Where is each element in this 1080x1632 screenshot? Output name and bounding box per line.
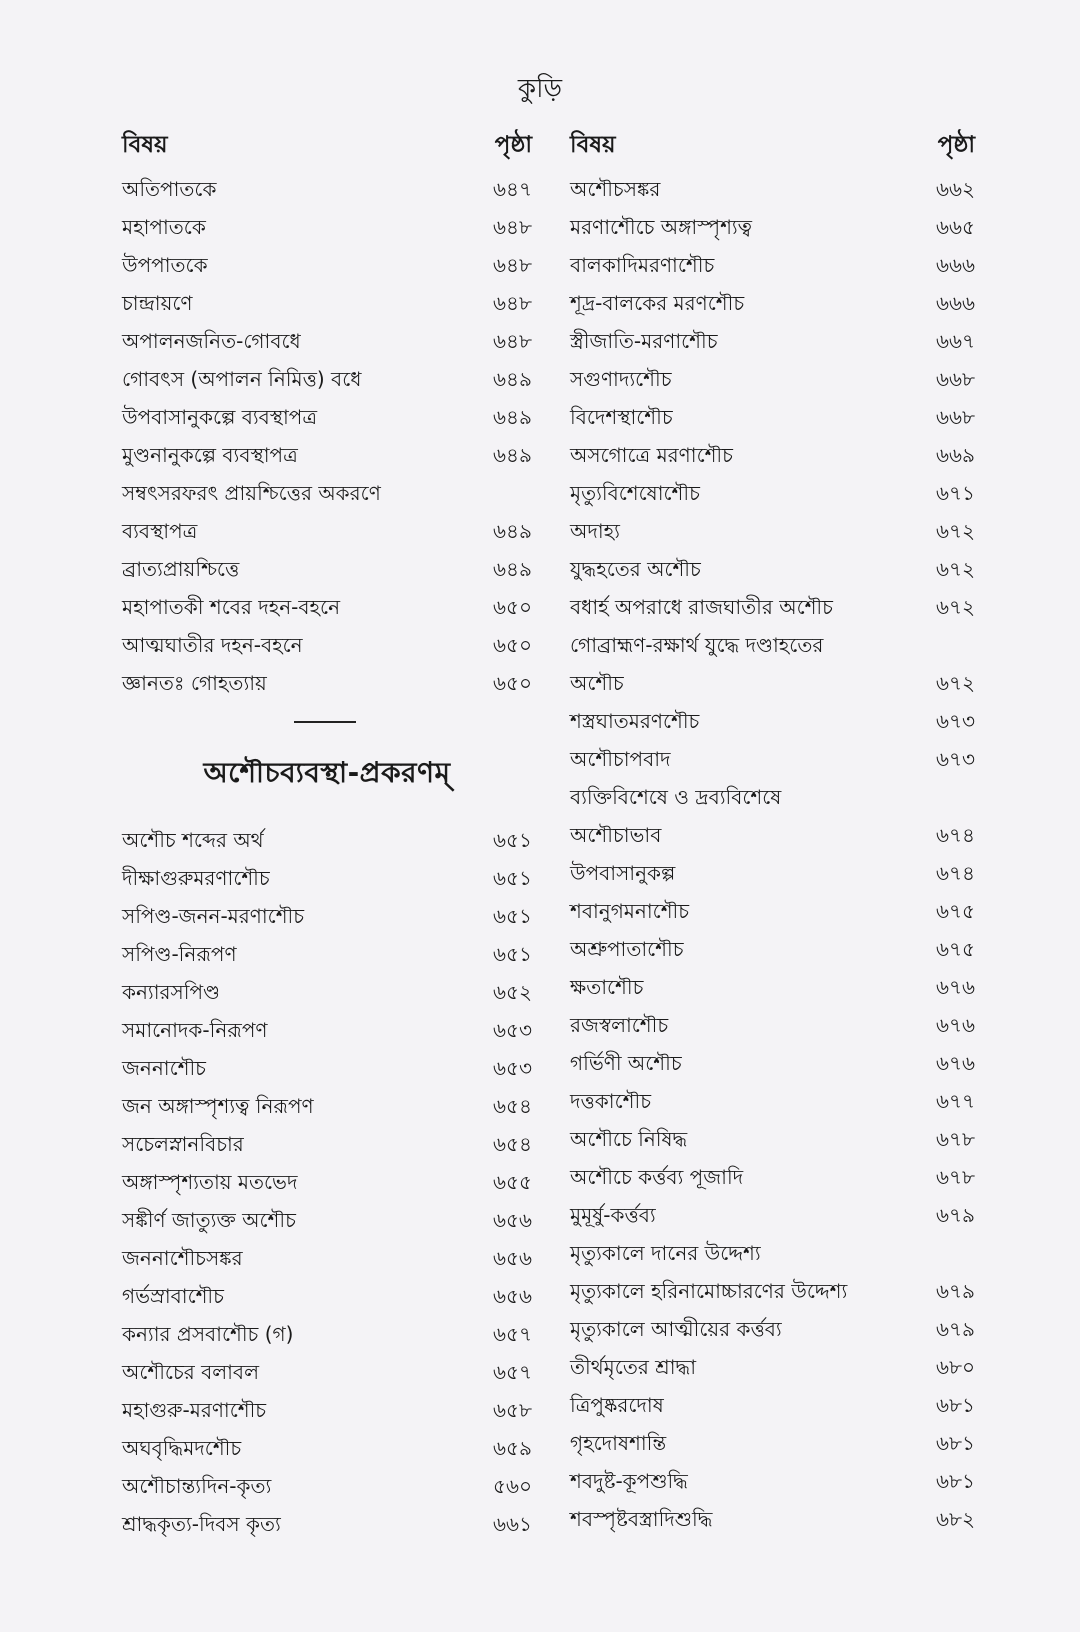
toc-entry-text: দীক্ষাগুরুমরণাশৌচ <box>122 866 270 890</box>
toc-entry <box>570 279 975 317</box>
toc-entry <box>570 1077 975 1115</box>
toc-entry-page: ৬৫৬ <box>493 1208 532 1232</box>
left-top-list <box>122 165 532 469</box>
toc-entry-page: ৬৭২ <box>935 557 975 581</box>
toc-entry-page: ৬৬৭ <box>935 329 975 353</box>
toc-entry <box>122 1158 532 1196</box>
toc-entry-text: অঙ্গাস্পৃশ্যতায় মতভেদ <box>122 1170 298 1194</box>
toc-entry-page: ৬৫১ <box>493 828 532 852</box>
toc-entry-text: গর্ভিণী অশৌচ <box>570 1051 682 1075</box>
right-c-list <box>570 849 975 1229</box>
toc-entry-page: ৬৭৫ <box>936 937 975 961</box>
toc-entry <box>122 317 532 355</box>
toc-entry-text: জ্ঞানতঃ গোহত্যায় <box>122 671 267 695</box>
toc-entry <box>122 1424 532 1462</box>
toc-entry-page: ৬৭২ <box>935 671 975 695</box>
toc-entry-page: ৬৫১ <box>493 904 532 928</box>
toc-entry-page: ৬৭৫ <box>936 899 975 923</box>
toc-entry-text: উপবাসানুকল্প <box>570 861 676 885</box>
toc-entry <box>122 1386 532 1424</box>
toc-entry-page: ৬৪৮ <box>493 291 532 315</box>
toc-entry <box>122 854 532 892</box>
toc-entry-text-line1: ব্যক্তিবিশেষে ও দ্রব্যবিশেষে <box>570 785 782 809</box>
toc-entry <box>570 507 975 545</box>
toc-entry-page: ৬৭৩ <box>935 747 975 771</box>
toc-entry <box>122 816 532 854</box>
toc-entry-text: সপিণ্ড-নিরূপণ <box>122 942 237 966</box>
toc-entry-page: ৬৮০ <box>936 1355 975 1379</box>
toc-entry <box>570 1001 975 1039</box>
toc-entry-text: শবস্পৃষ্টবস্ত্রাদিশুদ্ধি <box>570 1507 713 1531</box>
toc-entry-page: ৬৭৩ <box>935 709 975 733</box>
toc-entry <box>122 165 532 203</box>
toc-entry <box>570 1343 975 1381</box>
toc-entry <box>570 1039 975 1077</box>
toc-entry-page: ৬৭৮ <box>936 1165 975 1189</box>
toc-entry-text-line2: ব্যবস্থাপত্র <box>122 519 198 543</box>
toc-entry-text: ব্রাত্যপ্রায়শ্চিত্তে <box>122 557 240 581</box>
toc-entry-text: মৃত্যুবিশেষোশৌচ <box>570 481 700 505</box>
page-folio: কুড়ি <box>517 74 563 104</box>
toc-entry <box>570 887 975 925</box>
toc-entry <box>122 968 532 1006</box>
toc-entry <box>122 1082 532 1120</box>
toc-entry-text: সঙ্কীর্ণ জাত্যুক্ত অশৌচ <box>122 1208 296 1232</box>
column-header <box>122 125 532 165</box>
toc-entry-page: ৬৪৯ <box>493 405 532 429</box>
toc-entry-page: ৬৫০ <box>493 595 532 619</box>
toc-entry-text: অদাহ্য <box>570 519 620 543</box>
toc-entry-text: শ্রাদ্ধকৃত্য-দিবস কৃত্য <box>122 1512 281 1536</box>
toc-entry <box>122 892 532 930</box>
toc-entry-page: ৬৬৯ <box>936 443 975 467</box>
toc-entry <box>570 963 975 1001</box>
toc-entry-text: ক্ষতাশৌচ <box>570 975 644 999</box>
toc-entry-text: অশ্রুপাতাশৌচ <box>570 937 684 961</box>
toc-entry-text: জননাশৌচ <box>122 1056 206 1080</box>
toc-entry-text-line1: মৃত্যুকালে দানের উদ্দেশ্য <box>570 1241 761 1265</box>
toc-entry-page: ৬৭৯ <box>936 1317 975 1341</box>
toc-entry-text: গৃহদোষশান্তি <box>570 1431 667 1455</box>
toc-entry-text: মৃত্যুকালে আত্মীয়ের কর্ত্তব্য <box>570 1317 782 1341</box>
toc-entry-text: গর্ভস্রাবাশৌচ <box>122 1284 224 1308</box>
toc-entry-text: মহাপাতকী শবের দহন-বহনে <box>122 595 341 619</box>
toc-entry-text-line2: অশৌচ <box>570 671 624 695</box>
toc-entry <box>570 1495 975 1533</box>
toc-entry <box>122 621 532 659</box>
toc-entry <box>570 1191 975 1229</box>
toc-entry-text: উপপাতকে <box>122 253 208 277</box>
toc-entry-page: ৬৫৬ <box>493 1246 532 1270</box>
toc-entry-page: ৬৬৬ <box>935 291 975 315</box>
toc-entry-page: ৬৭৪ <box>936 823 975 847</box>
toc-entry-text-line2: অশৌচাভাব <box>570 823 662 847</box>
toc-entry <box>122 1348 532 1386</box>
toc-entry-text: গোবৎস (অপালন নিমিত্ত) বধে <box>122 367 362 391</box>
toc-entry-page: ৬৭১ <box>936 481 975 505</box>
toc-entry-text: যুদ্ধহতের অশৌচ <box>570 557 701 581</box>
right-column <box>570 125 975 1533</box>
toc-entry-text: অশৌচে নিষিদ্ধ <box>570 1127 688 1151</box>
toc-entry-page: ৬৪৯ <box>493 367 532 391</box>
toc-entry <box>122 1310 532 1348</box>
section-title: অশৌচব্যবস্থা-প্রকরণম্ <box>203 756 451 789</box>
toc-entry <box>570 1419 975 1457</box>
toc-entry-page: ৬৫৭ <box>493 1360 532 1384</box>
toc-entry-text: স্ত্রীজাতি-মরণাশৌচ <box>570 329 718 353</box>
toc-entry-page: ৬৭৬ <box>935 1051 975 1075</box>
right-b-list <box>570 697 975 773</box>
toc-entry-page: ৬৬৬ <box>935 253 975 277</box>
toc-entry-page: ৬৪৯ <box>493 519 532 543</box>
toc-entry-text: মরণাশৌচে অঙ্গাস্পৃশ্যত্ব <box>570 215 752 239</box>
toc-entry <box>570 355 975 393</box>
toc-entry-text: সমানোদক-নিরূপণ <box>122 1018 268 1042</box>
page-header: পৃষ্ঠা <box>937 131 975 158</box>
page-header: পৃষ্ঠা <box>494 131 532 158</box>
column-header <box>570 125 975 165</box>
toc-entry <box>122 583 532 621</box>
toc-entry-text: বিদেশস্থাশৌচ <box>570 405 673 429</box>
toc-entry <box>122 431 532 469</box>
toc-entry-text: অশৌচ শব্দের অর্থ <box>122 828 264 852</box>
toc-entry-text: মহাগুরু-মরণাশৌচ <box>122 1398 267 1422</box>
toc-entry-page: ৬৫৯ <box>493 1436 532 1460</box>
toc-entry <box>570 583 975 621</box>
toc-entry-page: ৬৪৭ <box>493 177 532 201</box>
toc-entry-text: বালকাদিমরণাশৌচ <box>570 253 715 277</box>
toc-entry-page: ৬৫৮ <box>493 1398 532 1422</box>
toc-entry-text: চান্দ্রায়ণে <box>122 291 193 315</box>
toc-entry-page: ৬৮১ <box>936 1393 975 1417</box>
toc-entry <box>122 1272 532 1310</box>
toc-entry-text: অসগোত্রে মরণাশৌচ <box>570 443 733 467</box>
toc-entry <box>122 1234 532 1272</box>
toc-entry-page: ৬৭৬ <box>935 975 975 999</box>
toc-entry-page: ৬৫৩ <box>493 1056 532 1080</box>
toc-entry <box>570 469 975 507</box>
toc-entry <box>122 1006 532 1044</box>
toc-entry-page: ৫৬০ <box>493 1474 532 1498</box>
toc-entry-text: মুমূর্ষু-কর্ত্তব্য <box>570 1203 656 1227</box>
toc-entry-page: ৬৭৪ <box>936 861 975 885</box>
toc-entry-text: সপিণ্ড-জনন-মরণাশৌচ <box>122 904 305 928</box>
right-d-list <box>570 1305 975 1533</box>
toc-entry-text: শবানুগমনাশৌচ <box>570 899 690 923</box>
toc-entry <box>570 203 975 241</box>
toc-entry-text: অপালনজনিত-গোবধে <box>122 329 301 353</box>
toc-entry-text: অতিপাতকে <box>122 177 217 201</box>
toc-entry-page: ৬৫২ <box>493 980 532 1004</box>
toc-entry-text-line2: মৃত্যুকালে হরিনামোচ্চারণের উদ্দেশ্য <box>570 1279 848 1303</box>
toc-entry <box>122 393 532 431</box>
toc-entry-page: ৬৭৮ <box>936 1127 975 1151</box>
toc-entry-text: তীর্থমৃতের শ্রাদ্ধা <box>570 1355 696 1379</box>
toc-entry <box>122 241 532 279</box>
toc-entry <box>122 1500 532 1538</box>
toc-entry-page: ৬৪৯ <box>493 557 532 581</box>
toc-entry-text: উপবাসানুকল্পে ব্যবস্থাপত্র <box>122 405 318 429</box>
toc-entry-text: অশৌচে কর্ত্তব্য পূজাদি <box>570 1165 744 1189</box>
toc-entry-page: ৬৭৯ <box>936 1203 975 1227</box>
toc-entry-page: ৬৪৯ <box>493 443 532 467</box>
toc-entry <box>570 1305 975 1343</box>
toc-entry-page: ৬৬৮ <box>936 367 975 391</box>
toc-entry <box>122 659 532 697</box>
toc-entry-page: ৬৫৫ <box>493 1170 532 1194</box>
toc-entry <box>122 930 532 968</box>
toc-entry-page: ৬৫৩ <box>493 1018 532 1042</box>
toc-entry-page: ৬৫৪ <box>493 1094 532 1118</box>
toc-entry-text: আত্মঘাতীর দহন-বহনে <box>122 633 303 657</box>
right-a-list <box>570 165 975 621</box>
toc-entry <box>570 735 975 773</box>
toc-entry-text: অশৌচাপবাদ <box>570 747 671 771</box>
toc-entry-text: অঘবৃদ্ধিমদশৌচ <box>122 1436 242 1460</box>
toc-entry <box>570 241 975 279</box>
toc-entry-text: দত্তকাশৌচ <box>570 1089 651 1113</box>
toc-entry-wrapped <box>122 469 532 545</box>
left-bottom-list <box>122 816 532 1538</box>
toc-entry <box>570 393 975 431</box>
toc-entry <box>122 279 532 317</box>
toc-entry <box>570 1457 975 1495</box>
toc-entry-text: মহাপাতকে <box>122 215 206 239</box>
toc-entry <box>570 1115 975 1153</box>
toc-entry <box>570 165 975 203</box>
toc-entry-page: ৬৬৫ <box>936 215 975 239</box>
left-column <box>122 125 532 1538</box>
toc-entry-page: ৬৫১ <box>493 942 532 966</box>
toc-entry-page: ৬৭৭ <box>935 1089 975 1113</box>
toc-entry-page: ৬৪৮ <box>493 329 532 353</box>
toc-entry-text: অশৌচসঙ্কর <box>570 177 661 201</box>
left-top2-list <box>122 545 532 697</box>
toc-entry-page: ৬৫৬ <box>493 1284 532 1308</box>
subject-header: বিষয় <box>570 131 616 158</box>
toc-entry-page: ৬৫০ <box>493 633 532 657</box>
toc-entry-text: রজস্বলাশৌচ <box>570 1013 669 1037</box>
toc-entry-page: ৬৭২ <box>935 519 975 543</box>
toc-entry <box>122 1196 532 1234</box>
toc-entry <box>570 849 975 887</box>
toc-entry-page: ৬৪৮ <box>493 215 532 239</box>
toc-entry <box>570 1153 975 1191</box>
toc-entry <box>122 203 532 241</box>
toc-entry <box>122 355 532 393</box>
toc-entry-text: অশৌচান্ত্যদিন-কৃত্য <box>122 1474 272 1498</box>
toc-entry <box>570 697 975 735</box>
toc-entry <box>122 1462 532 1500</box>
toc-entry-page: ৬৬২ <box>935 177 975 201</box>
toc-entry-text: অশৌচের বলাবল <box>122 1360 259 1384</box>
toc-entry <box>122 545 532 583</box>
toc-entry-text: শবদুষ্ট-কূপশুদ্ধি <box>570 1469 688 1493</box>
toc-entry-text: জন অঙ্গাস্পৃশ্যত্ব নিরূপণ <box>122 1094 314 1118</box>
toc-entry-text: কন্যারসপিণ্ড <box>122 980 220 1004</box>
toc-entry-wrapped <box>570 1229 975 1305</box>
subject-header: বিষয় <box>122 131 168 158</box>
toc-entry <box>122 1044 532 1082</box>
toc-entry-text: শূদ্র-বালকের মরণশৌচ <box>570 291 745 315</box>
toc-entry-page: ৬৮১ <box>936 1469 975 1493</box>
toc-entry-page: ৬৭২ <box>935 595 975 619</box>
toc-entry-page: ৬৫৪ <box>493 1132 532 1156</box>
toc-entry-page: ৬৫১ <box>493 866 532 890</box>
toc-entry-text: সগুণাদ্যশৌচ <box>570 367 672 391</box>
toc-entry <box>570 1381 975 1419</box>
toc-entry-page: ৬৫৭ <box>493 1322 532 1346</box>
toc-entry-page: ৬৬১ <box>493 1512 532 1536</box>
toc-entry-page: ৬৬৮ <box>936 405 975 429</box>
toc-entry-wrapped <box>570 621 975 697</box>
toc-entry <box>570 431 975 469</box>
toc-entry-text: মুণ্ডনানুকল্পে ব্যবস্থাপত্র <box>122 443 298 467</box>
toc-entry-page: ৬৮২ <box>936 1507 975 1531</box>
toc-entry-page: ৬৭৯ <box>936 1279 975 1303</box>
section-divider <box>294 721 356 723</box>
toc-entry <box>570 545 975 583</box>
toc-entry-text-line1: সম্বৎসরফরৎ প্রায়শ্চিত্তের অকরণে <box>122 481 381 505</box>
toc-entry-page: ৬৫০ <box>493 671 532 695</box>
toc-entry-text: সচেলস্নানবিচার <box>122 1132 244 1156</box>
toc-entry-page: ৬৪৮ <box>493 253 532 277</box>
toc-entry-wrapped <box>570 773 975 849</box>
toc-entry <box>122 1120 532 1158</box>
toc-entry <box>570 317 975 355</box>
toc-entry-text: শস্ত্রঘাতমরণশৌচ <box>570 709 700 733</box>
toc-entry <box>570 925 975 963</box>
toc-entry-text-line1: গোব্রাহ্মণ-রক্ষার্থ যুদ্ধে দণ্ডাহতের <box>570 633 824 657</box>
toc-entry-page: ৬৭৬ <box>935 1013 975 1037</box>
toc-entry-text: বধার্হ অপরাধে রাজঘাতীর অশৌচ <box>570 595 833 619</box>
toc-entry-text: কন্যার প্রসবাশৌচ (গ) <box>122 1322 294 1346</box>
toc-entry-text: ত্রিপুষ্করদোষ <box>570 1393 664 1417</box>
toc-entry-text: জননাশৌচসঙ্কর <box>122 1246 243 1270</box>
toc-entry-page: ৬৮১ <box>936 1431 975 1455</box>
